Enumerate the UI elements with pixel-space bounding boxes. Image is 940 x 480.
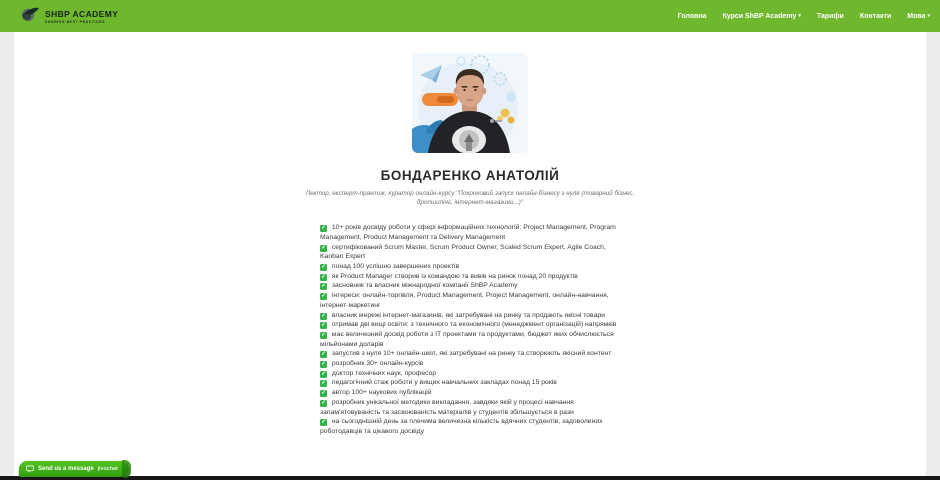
check-icon: ✓ bbox=[321, 312, 326, 319]
check-icon: ✓ bbox=[321, 361, 326, 368]
achievements-list bbox=[320, 223, 620, 436]
achievement-text: інтереси: онлайн-торгівля, Product Management, Project Management, онлайн-навчання, інтернет-маркетинг bbox=[320, 292, 609, 309]
list-item bbox=[320, 281, 620, 291]
list-item bbox=[320, 311, 620, 321]
achievement-text: сертифікований Scrum Master, Scrum Product Owner, Scaled Scrum Expert, Agile Coach, Kanban Expert bbox=[320, 243, 606, 261]
check-icon: ✓ bbox=[321, 419, 326, 426]
achievement-text: власник мережі інтернет-магазинів, які затребувані на ринку та продають якісні товари bbox=[331, 311, 605, 319]
list-item bbox=[320, 417, 620, 436]
achievement-text: 10+ років досвіду роботи у сфері інформаційних технологій: Project Management, Program Management, Product Management та Delivery Management bbox=[320, 224, 616, 241]
check-icon: ✓ bbox=[321, 390, 326, 397]
achievement-text: доктор технічних наук, професор bbox=[331, 369, 437, 377]
nav-item-label: Курси ShBP Academy bbox=[722, 12, 797, 20]
nav-item[interactable] bbox=[860, 13, 891, 20]
list-item bbox=[320, 398, 620, 417]
achievement-text: засновник та власник міжнародної компанії ShBP Academy bbox=[331, 282, 518, 290]
check-icon: ✓ bbox=[321, 244, 326, 251]
list-item bbox=[320, 349, 620, 359]
profile-photo-illustration bbox=[412, 53, 528, 153]
bottom-bar bbox=[0, 476, 940, 480]
check-icon: ✓ bbox=[321, 293, 326, 300]
chat-message: Send us a message bbox=[38, 466, 94, 472]
chat-bubble-icon bbox=[26, 460, 34, 478]
list-item bbox=[320, 291, 620, 310]
achievement-text: на сьогоднішній день за плечима величезна кількість вдячних студентів, задоволених роботодавців та цікавого досвіду bbox=[320, 418, 603, 435]
main-nav bbox=[678, 13, 930, 20]
achievement-text: має величезний досвід роботи з ІТ проектами та продуктами, бюджет яких обчислюється мільйонами доларів bbox=[320, 330, 614, 348]
profile-photo bbox=[412, 53, 528, 153]
page-title: БОНДАРЕНКО АНАТОЛІЙ bbox=[380, 168, 560, 183]
site-header bbox=[0, 0, 940, 32]
check-icon: ✓ bbox=[321, 351, 326, 358]
achievement-text: отримав дві вищі освіти: з технічного та економічного (менеджмент організацій) напрямків bbox=[331, 321, 617, 329]
logo-tagline: SHARING BEST PRACTICES bbox=[45, 19, 105, 24]
check-icon: ✓ bbox=[321, 283, 326, 290]
nav-item-label: Контакти bbox=[859, 12, 892, 20]
list-item bbox=[320, 320, 620, 330]
list-item bbox=[320, 272, 620, 282]
check-icon: ✓ bbox=[321, 380, 326, 387]
achievement-text: педагогічний стаж роботи у вищих навчальних закладах понад 15 років bbox=[331, 379, 557, 387]
achievement-text: понад 100 успішно завершених проектів bbox=[331, 263, 460, 270]
chat-brand: jivochat bbox=[97, 466, 118, 472]
nav-item[interactable] bbox=[678, 13, 707, 20]
logo-text bbox=[45, 9, 118, 24]
achievement-text: автор 100+ наукових публікацій bbox=[331, 389, 432, 397]
nav-item-label: Мова bbox=[907, 12, 926, 20]
achievement-text: як Product Manager створив із командою та вивів на ринок понад 20 продуктів bbox=[331, 272, 578, 280]
list-item bbox=[320, 262, 620, 272]
list-item bbox=[320, 223, 620, 242]
list-item bbox=[320, 369, 620, 379]
check-icon: ✓ bbox=[321, 370, 326, 377]
achievement-text: розробник унікальної методики викладання, завдяки якій у процесі навчання запам'ятовуваність та засвоюваність матеріалів у студентів збільшується в рази bbox=[320, 398, 574, 416]
check-icon: ✓ bbox=[321, 225, 326, 232]
list-item bbox=[320, 388, 620, 398]
check-icon: ✓ bbox=[321, 322, 326, 329]
list-item bbox=[320, 330, 620, 349]
nav-item[interactable] bbox=[817, 13, 844, 20]
list-item bbox=[320, 359, 620, 369]
chevron-down-icon: ▾ bbox=[798, 12, 801, 19]
list-item bbox=[320, 243, 620, 262]
logo-icon bbox=[20, 6, 40, 27]
nav-item[interactable] bbox=[723, 13, 801, 20]
check-icon: ✓ bbox=[321, 264, 326, 270]
achievement-text: розробник 30+ онлайн-курсів bbox=[331, 360, 424, 368]
main-content bbox=[14, 32, 926, 480]
nav-item-label: Головна bbox=[677, 12, 707, 20]
list-item bbox=[320, 378, 620, 388]
chevron-down-icon: ▾ bbox=[927, 12, 930, 19]
nav-item[interactable] bbox=[907, 13, 930, 20]
profile-subtitle: Лектор, експерт-практик, куратор онлайн-курсу "Покроковий запуск онлайн-бізнесу з нуля (товарний бізнес, дропшипінг, інтернет-магазини...)" bbox=[305, 190, 635, 206]
logo[interactable] bbox=[20, 6, 118, 27]
check-icon: ✓ bbox=[321, 399, 326, 406]
check-icon: ✓ bbox=[321, 331, 326, 338]
nav-item-label: Тарифи bbox=[816, 12, 844, 20]
check-icon: ✓ bbox=[321, 273, 326, 280]
achievement-text: запустив з нуля 10+ онлайн-шкіл, які затребувані на ринку та створюють якісний контент bbox=[331, 350, 612, 358]
logo-title: SHBP ACADEMY bbox=[45, 8, 119, 19]
chat-widget[interactable] bbox=[19, 461, 129, 477]
